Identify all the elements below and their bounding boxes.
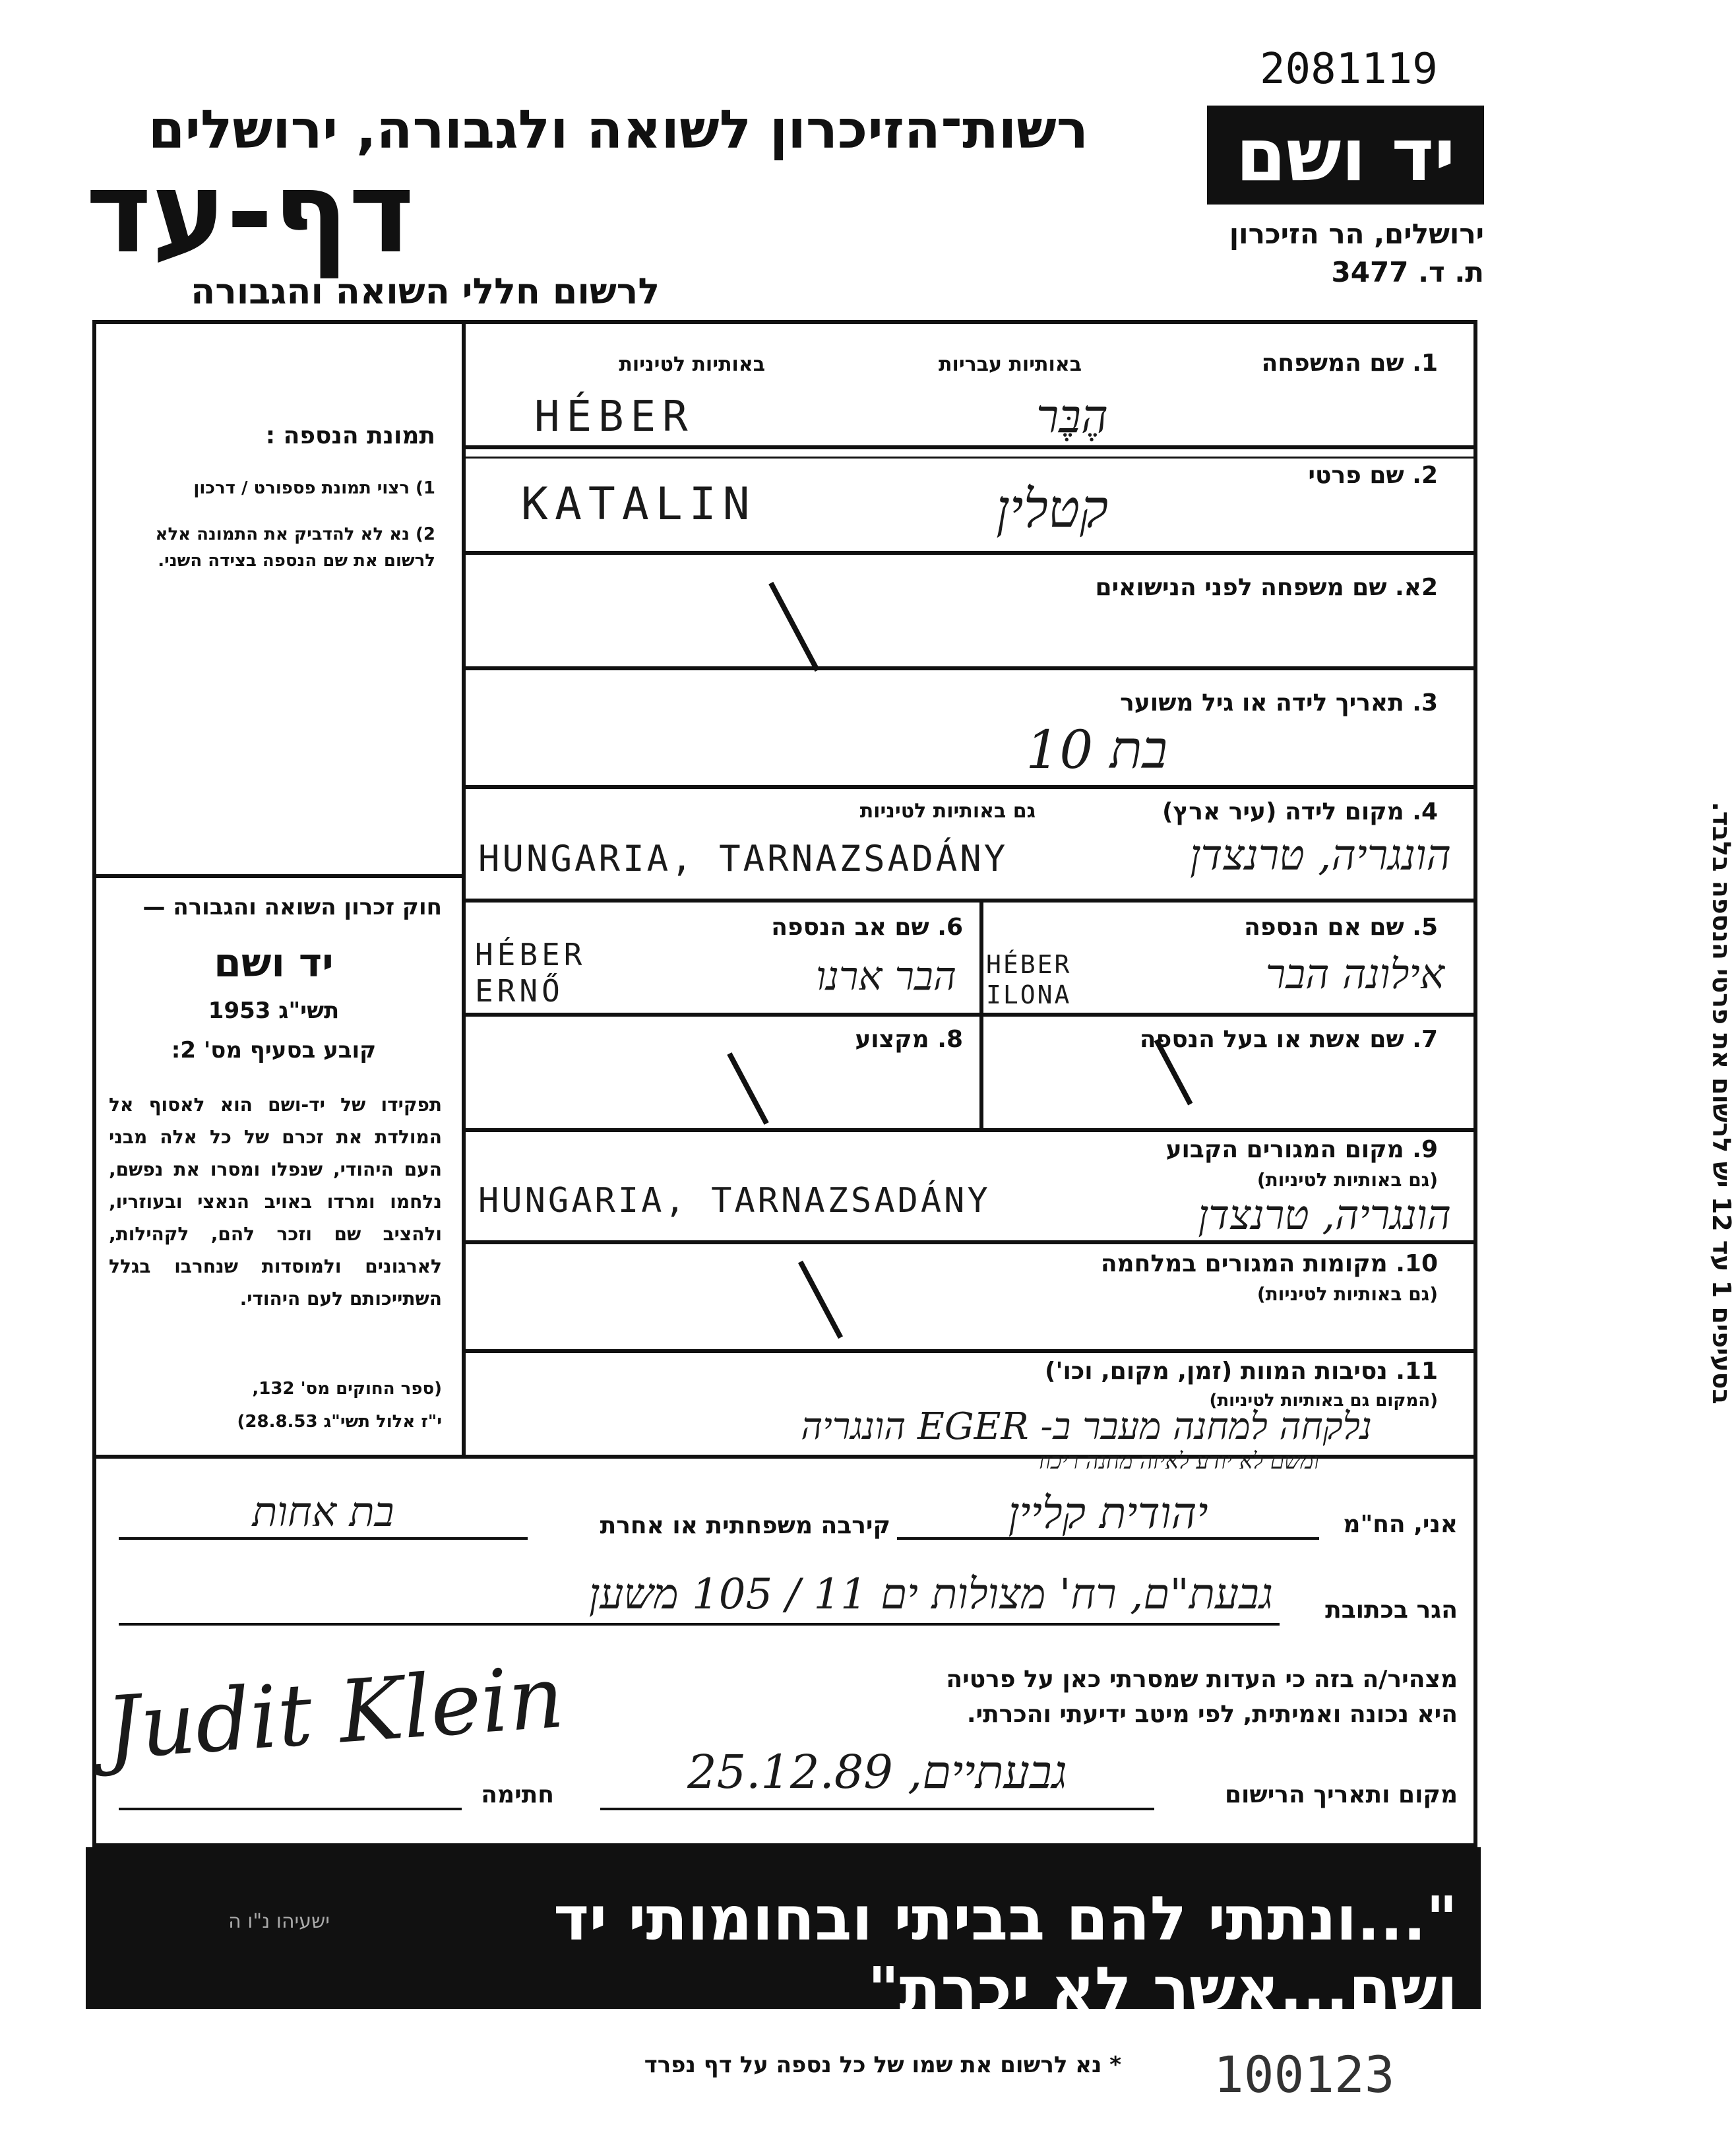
field-11-sublabel: (המקום גם באותיות לטיניות) bbox=[1209, 1391, 1438, 1411]
field-1-latin-value: HÉBER bbox=[534, 393, 695, 441]
place-date-value: גבעתיים, 25.12.89 bbox=[687, 1745, 1067, 1799]
photo-note-2: 2) נא לא להדביק את התמונה אלא לרשום את שם הנספה בצידה השני. bbox=[155, 524, 435, 571]
signature: Judit Klein bbox=[102, 1646, 567, 1779]
field-1-latin-header: באותיות לטיניות bbox=[619, 353, 765, 376]
address-line-2: ת. ד. 3477 bbox=[1331, 256, 1484, 288]
field-5-hebrew-value: אילונה הבר bbox=[1265, 950, 1444, 998]
field-1-hebrew-value: הֶבֶּר bbox=[1036, 389, 1108, 443]
law-text: תפקידו של יד-ושם הוא לאסוף אל המולדת את זכרם של כל אלה מבני העם היהודי, שנפלו ומסרו את נפשם, נלחמו ומרדו באויב הנאצי ובעוזריו, ולהציב שם וזכר להם, לקהילות, לארגונים ולמוסדות שנחרבו בגלל השתייכותם לעם היהודי. bbox=[109, 1094, 442, 1310]
banner-source: ישעיהו נ"ו ה bbox=[228, 1910, 330, 1933]
field-3-label: 3. תאריך לידה או גיל משוער bbox=[1120, 689, 1438, 716]
photo-note-1: 1) רצוי תמונת פספורט / דרכון bbox=[193, 478, 435, 498]
form-title: דף-עד bbox=[86, 148, 415, 278]
law-ref-1: (ספר החוקים מס' 132, bbox=[252, 1379, 442, 1399]
relation-value: בת אחות bbox=[252, 1488, 394, 1536]
law-title: חוק זכרון השואה והגבורה — bbox=[142, 894, 442, 920]
field-4-latin-value: HUNGARIA, TARNAZSADÁNY bbox=[478, 838, 1008, 879]
photo-box-title: תמונת הנספה : bbox=[265, 422, 435, 449]
quote-banner bbox=[86, 1847, 1481, 2025]
address-value: גבעת"ם, רח' מצולות ים 11 / 105 משען bbox=[588, 1570, 1273, 1619]
law-ref-2: י"ז אלול תשי"ג 28.8.53) bbox=[237, 1412, 442, 1432]
yad-vashem-logo: יד ושם bbox=[1207, 106, 1484, 205]
field-6-hebrew-value: הבר ארנו bbox=[816, 953, 956, 999]
address-label: הגר בכתובת bbox=[1325, 1597, 1458, 1624]
field-6-label: 6. שם אב הנספה bbox=[771, 914, 963, 941]
field-5-label: 5. שם אם הנספה bbox=[1244, 914, 1438, 941]
witness-name-value: יהודית קליין bbox=[1008, 1488, 1208, 1538]
place-date-label: מקום ותאריך הרישום bbox=[1224, 1781, 1458, 1808]
side-note: בסעיפים 1 עד 12 יש לרשום את פרטי הנספה בלבד. bbox=[1707, 802, 1736, 1405]
doc-number: 2081119 bbox=[1260, 45, 1438, 94]
field-11-value-line-1: נלקחה למחנה מעבר ב- EGER הונגריה bbox=[801, 1405, 1372, 1448]
field-11-value-line-2: ומשם לא יודע לאיזה מחנה ריכוז bbox=[1038, 1448, 1319, 1474]
declaration-line-1: מצהיר/ה בזה כי העדות שמסרתי כאן על פרטיה bbox=[946, 1666, 1458, 1693]
banner-quote: "...ונתתי להם בביתי ובחומותי יד ושם...אשר לא יכרת" bbox=[553, 1884, 1458, 2025]
relation-label: קירבה משפחתית או אחרת bbox=[600, 1512, 890, 1539]
witness-name-label: אני, הח"מ bbox=[1343, 1511, 1458, 1538]
field-10-sublabel: (גם באותיות לטיניות) bbox=[1256, 1283, 1438, 1305]
law-clause: קובע בסעיף מס' 2: bbox=[171, 1037, 377, 1063]
field-9-label: 9. מקום המגורים הקבוע bbox=[1165, 1136, 1438, 1163]
field-1-label: 1. שם המשפחה bbox=[1261, 350, 1438, 377]
field-4-hebrew-value: הונגריה, טרנצדן bbox=[1190, 831, 1451, 880]
field-7-label: 7. שם אשת או בעל הנספה bbox=[1139, 1026, 1438, 1053]
field-9-sublabel: (גם באותיות לטיניות) bbox=[1256, 1169, 1438, 1191]
field-2-latin-value: KATALIN bbox=[521, 478, 757, 530]
field-10-label: 10. מקומות המגורים במלחמה bbox=[1100, 1250, 1438, 1277]
law-name: יד ושם bbox=[214, 940, 334, 986]
signature-label: חתימה bbox=[481, 1781, 554, 1808]
form-subtitle: לרשום חללי השואה והגבורה bbox=[191, 270, 660, 312]
field-6-latin-value: HÉBER ERNŐ bbox=[475, 937, 586, 1009]
stamp-number: 100123 bbox=[1214, 2045, 1395, 2104]
field-4-latin-header: גם באותיות לטיניות bbox=[859, 800, 1036, 823]
field-2-hebrew-value: קטלין bbox=[996, 478, 1108, 540]
field-9-hebrew-value: הונגריה, טרנצדן bbox=[1198, 1191, 1451, 1239]
law-year: תשי"ג 1953 bbox=[208, 998, 340, 1024]
field-8-label: 8. מקצוע bbox=[855, 1026, 963, 1053]
field-2a-label: 2א. שם משפחה לפני הנישואים bbox=[1095, 574, 1438, 601]
field-9-latin-value: HUNGARIA, TARNAZSADÁNY bbox=[478, 1181, 991, 1221]
field-4-label: 4. מקום לידה (עיר ארץ) bbox=[1162, 798, 1438, 825]
field-3-value: בת 10 bbox=[1026, 719, 1167, 780]
field-1-hebrew-header: באותיות עבריות bbox=[939, 353, 1082, 376]
footer-note: * נא לרשום את שמו של כל נספה על דף נפרד bbox=[644, 2052, 1121, 2078]
declaration-line-2: היא נכונה ואמיתית, לפי מיטב ידיעתי והכרתי. bbox=[966, 1701, 1458, 1728]
field-2-label: 2. שם פרטי bbox=[1308, 462, 1438, 489]
address-line-1: ירושלים, הר הזיכרון bbox=[1229, 218, 1484, 250]
field-5-latin-value: HÉBER ILONA bbox=[986, 950, 1072, 1009]
authority-title: רשות־הזיכרון לשואה ולגבורה, ירושלים bbox=[148, 99, 1088, 160]
field-11-label: 11. נסיבות המוות (זמן, מקום, וכו') bbox=[1044, 1358, 1438, 1385]
